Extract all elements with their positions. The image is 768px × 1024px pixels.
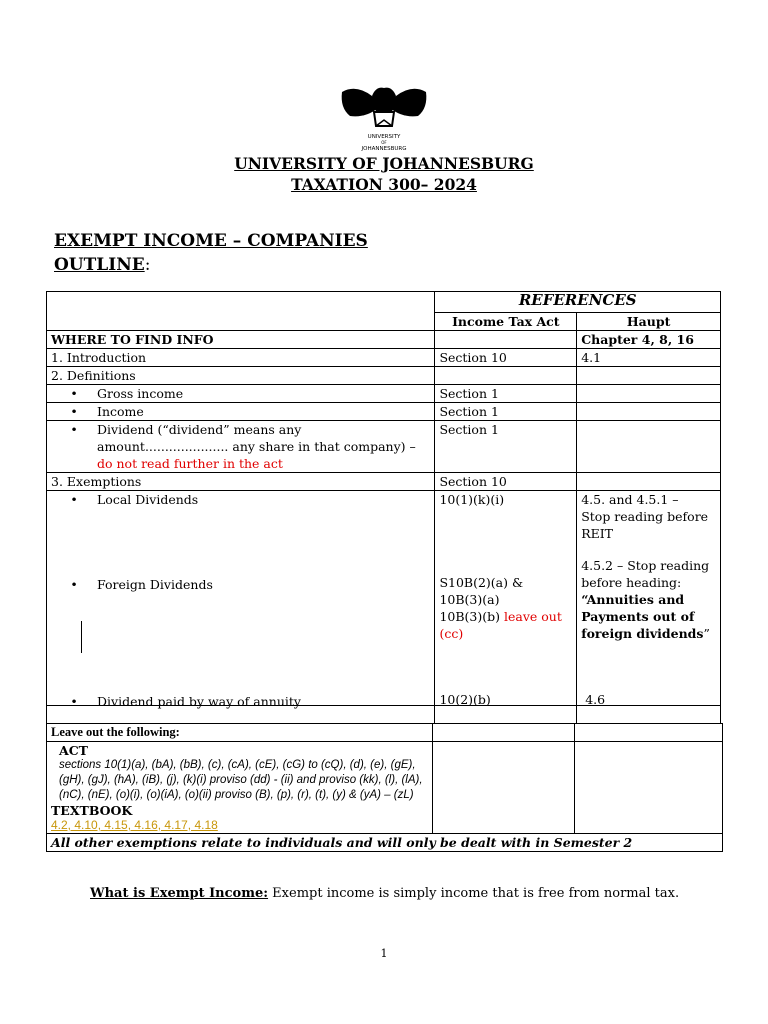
row-haupt: 4.1: [577, 349, 721, 367]
course-name: TAXATION 300– 2024: [291, 175, 477, 194]
university-logo: [336, 82, 432, 152]
references-heading: REFERENCES: [435, 292, 721, 313]
row-label: • Income: [47, 403, 435, 421]
exempt-income-definition: What is Exempt Income: Exempt income is simply income that is free from normal tax.: [90, 886, 680, 901]
table-row: [47, 473, 721, 491]
svg-text:OF: OF: [381, 140, 387, 145]
outline-heading: OUTLINE:: [54, 255, 151, 275]
row-label: • Dividend (“dividend” means any amount..................... any share in that company) – do not read further in the act: [47, 421, 435, 473]
table-row: [47, 385, 721, 403]
references-table: [46, 291, 721, 724]
page-title: EXEMPT INCOME – COMPANIES: [54, 231, 368, 251]
page-number: 1: [380, 947, 388, 960]
bullet-icon: •: [70, 577, 78, 592]
leave-out-footer: All other exemptions relate to individuals and will only be dealt with in Semester 2: [47, 834, 723, 852]
table-row: [47, 331, 721, 349]
table-row: [47, 421, 721, 473]
leave-out-table: [46, 723, 723, 852]
list-item: • Foreign Dividends: [51, 576, 213, 593]
col-header-act: Income Tax Act: [435, 313, 577, 331]
row-act: Section 10: [435, 349, 577, 367]
table-row: [47, 724, 723, 742]
bullet-icon: •: [70, 386, 78, 401]
table-row: [47, 367, 721, 385]
bullet-icon: •: [70, 422, 78, 437]
table-row: [47, 292, 721, 313]
bullet-icon: •: [70, 404, 78, 419]
where-to-find-label: WHERE TO FIND INFO: [47, 331, 435, 349]
list-item: • Local Dividends: [51, 491, 198, 508]
table-row: [47, 491, 721, 706]
text-cursor: [81, 621, 82, 653]
col-header-haupt: Haupt: [577, 313, 721, 331]
leave-out-heading: Leave out the following:: [47, 724, 433, 742]
svg-text:JOHANNESBURG: JOHANNESBURG: [361, 146, 407, 152]
table-row: [47, 834, 723, 852]
exemptions-cell: [47, 491, 435, 709]
row-label: • Gross income: [47, 385, 435, 403]
table-row: [47, 349, 721, 367]
uj-bird-logo-icon: [336, 82, 432, 152]
leave-out-content: ACT sections 10(1)(a), (bA), (bB), (c), (cA), (cE), (cG) to (cQ), (d), (e), (gE), (gH), (gJ), (hA), (iB), (j), (k)(i) proviso (dd) - (ii) and proviso (kk), (l), (lA), (nC), (nE), (o)(i), (o)(iA), (o)(ii) proviso (B), (p), (r), (t), (y) & (yA) – (zL) TEXTBOOK 4.2, 4.10, 4.15, 4.16, 4.17, 4.18: [47, 742, 433, 834]
row-label: 1. Introduction: [47, 349, 435, 367]
row-act: Section 1: [435, 385, 577, 403]
table-row: [47, 403, 721, 421]
row-act: Section 1: [435, 403, 577, 421]
exemptions-act: 10(1)(k)(i) S10B(2)(a) & 10B(3)(a) 10B(3)(b) leave out (cc) 10(2)(b): [435, 491, 577, 706]
list-item: • Dividend paid by way of annuity: [51, 693, 301, 710]
row-act: Section 10: [435, 473, 577, 491]
bullet-icon: •: [70, 694, 78, 709]
table-row: [47, 742, 723, 834]
where-haupt: Chapter 4, 8, 16: [577, 331, 721, 349]
exemptions-haupt: 4.5. and 4.5.1 – Stop reading before REIT 4.5.2 – Stop reading before heading: “Annuities and Payments out of foreign dividends” 4.6: [577, 491, 721, 706]
row-act: Section 1: [435, 421, 577, 473]
bullet-icon: •: [70, 492, 78, 507]
row-label: 3. Exemptions: [47, 473, 435, 491]
university-name: UNIVERSITY OF JOHANNESBURG: [234, 154, 534, 173]
svg-text:UNIVERSITY: UNIVERSITY: [367, 134, 401, 140]
row-label: 2. Definitions: [47, 367, 435, 385]
